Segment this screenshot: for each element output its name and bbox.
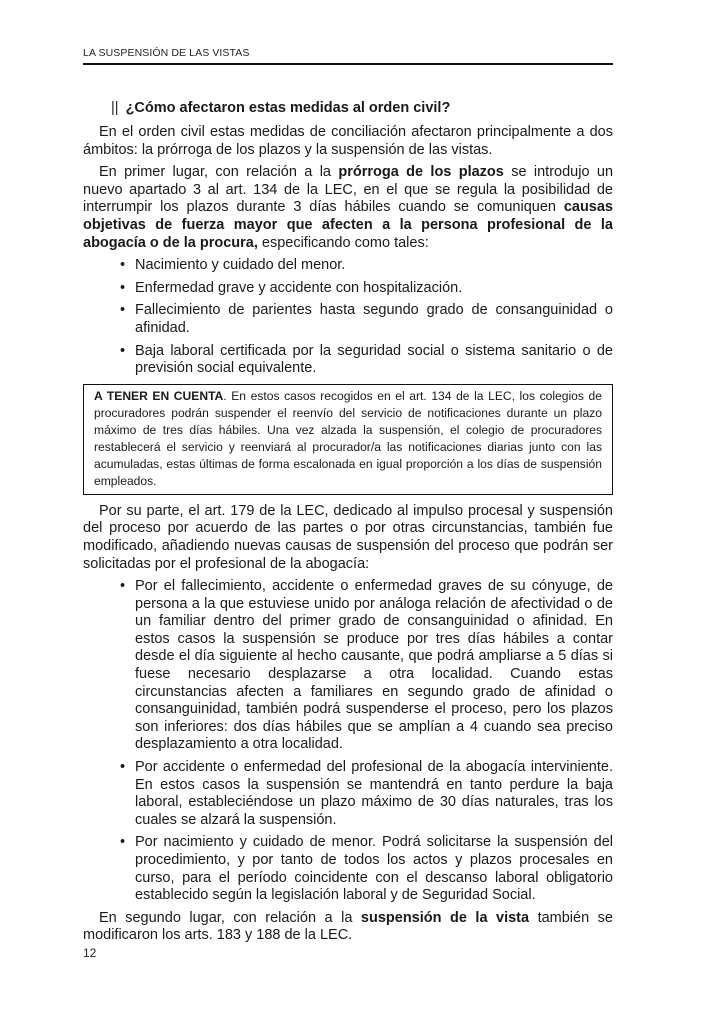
list-item: • Por accidente o enfermedad del profesional de la abogacía interviniente. En estos casos la suspensión se mantendrá en tanto perdure la baja laboral, estableciéndose un plazo máximo de 30 días naturales, tras los cuales se alzará la suspensión.	[135, 759, 613, 829]
text-run: también se modificaron los arts. 183 y 188 de la LEC.	[83, 909, 613, 944]
list-item: • Por el fallecimiento, accidente o enfermedad graves de su cónyuge, de persona a la que estuviese unido por análoga relación de afectividad o de un familiar dentro del primer grado de consanguinidad o afinidad. En estos casos la suspensión se produce por tres días hábiles a contar desde el día siguiente al hecho causante, que podrá ampliarse a 5 días si fuese necesario desplazarse a otra localidad. Cuando estas circunstancias afecten a familiares en segundo grado de afinidad o consanguinidad, también podrá suspenderse el proceso, pero los plazos son inferiores: dos días hábiles que se amplían a 4 cuando sea preciso desplazamiento a otra localidad.	[135, 578, 613, 754]
page-number: 12	[83, 946, 97, 960]
header-divider	[83, 63, 613, 65]
list-item: • Baja laboral certificada por la seguridad social o sistema sanitario o de previsión social equivalente.	[135, 343, 613, 378]
text-run: especificando como tales:	[257, 234, 429, 251]
running-header: LA SUSPENSIÓN DE LAS VISTAS	[83, 47, 250, 59]
text-run: se introdujo un nuevo apartado 3 al art. 134 de la LEC, en el que se regula la posibilidad de interrumpir los plazos durante 3 días hábiles cuando se comuniquen	[83, 164, 614, 216]
bold-text: prórroga de los plazos	[338, 164, 504, 181]
note-text: . En estos casos recogidos en el art. 134 de la LEC, los colegios de procuradores podrán suspender el reenvío del servicio de notificaciones durante un plazo máximo de tres días hábiles. Una vez alzada la suspensión, el colegio de procuradores restablecerá el servicio y reenviará al procurador/a las notificaciones diarias junto con las acumuladas, estas últimas de forma escalonada en igual proporción a los días de suspensión empleados.	[94, 388, 602, 488]
section-heading	[111, 98, 613, 118]
suspension-causes-list	[83, 578, 613, 905]
list-item: • Fallecimiento de parientes hasta segundo grado de consanguinidad o afinidad.	[135, 302, 613, 337]
text-run: En primer lugar, con relación a la	[99, 164, 339, 181]
section-marker: ||	[111, 100, 119, 116]
text-run: En segundo lugar, con relación a la	[99, 909, 361, 926]
list-item: • Enfermedad grave y accidente con hospitalización.	[135, 280, 613, 298]
bold-text: causas objetivas de fuerza mayor que afecten a la persona profesional de la abogacía o de la procura,	[83, 199, 613, 251]
list-item: • Nacimiento y cuidado del menor.	[135, 257, 613, 275]
page-body	[83, 98, 613, 945]
note-label: A TENER EN CUENTA	[94, 388, 224, 403]
paragraph-art179: Por su parte, el art. 179 de la LEC, dedicado al impulso procesal y suspensión del proceso por acuerdo de las partes o por otras circunstancias, también fue modificado, añadiendo nuevas causas de suspensión del proceso que podrán ser solicitadas por el profesional de la abogacía:	[83, 502, 613, 572]
intro-paragraph: En el orden civil estas medidas de conciliación afectaron principalmente a dos ámbitos: la prórroga de los plazos y la suspensión de las vistas.	[83, 124, 613, 158]
section-heading-text: ¿Cómo afectaron estas medidas al orden civil?	[125, 100, 451, 116]
paragraph-suspension-vista	[83, 910, 613, 945]
list-item: • Por nacimiento y cuidado de menor. Podrá solicitarse la suspensión del procedimiento, y por tanto de todos los actos y plazos procesales en curso, para el período coincidente con el descanso laboral obligatorio establecido según la legislación laboral y de Seguridad Social.	[135, 834, 613, 904]
bold-text: suspensión de la vista	[360, 909, 530, 926]
note-box	[83, 384, 613, 495]
paragraph-prorroga	[83, 164, 613, 252]
causes-list	[83, 257, 613, 378]
